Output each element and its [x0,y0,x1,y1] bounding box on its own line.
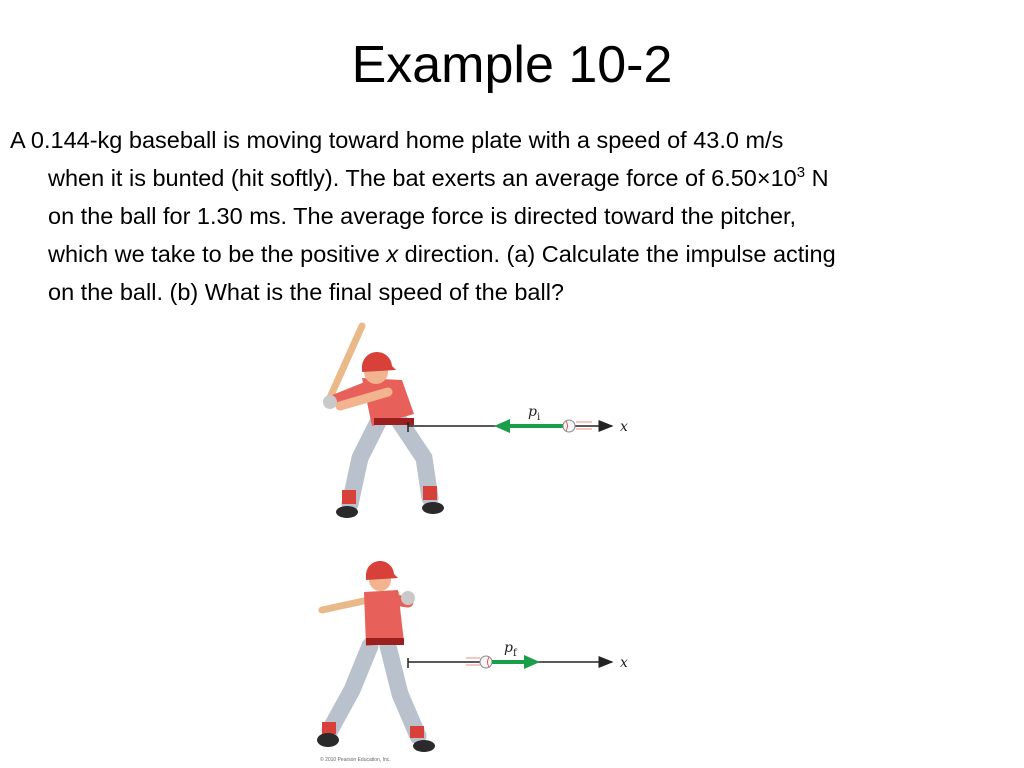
baseball-figure [300,318,660,768]
top-axis-label: x [620,419,628,435]
problem-line-5: on the ball. (b) What is the final speed of the ball? [48,279,565,305]
bottom-axis-label: x [620,655,628,671]
problem-line-2: when it is bunted (hit softly). The bat exerts an average force of $6.50\times 10^3$ N [48,164,829,191]
problem-line-1: A 0.144-kg baseball is moving toward home plate with a speed of 43.0 m/s [10,127,784,153]
final-momentum-label: p [504,640,513,656]
figure-illustration [300,318,660,768]
problem-line-4: which we take to be the positive x direction. (a) Calculate the impulse acting [48,241,836,267]
batter-followthrough-illustration [317,561,435,752]
problem-statement [10,121,1020,311]
final-momentum-arrow [492,640,540,669]
batter-stance-illustration [323,326,444,518]
final-momentum-subscript: f [513,648,517,659]
initial-momentum-arrow [494,404,568,433]
x-variable: x [386,241,399,267]
copyright-credit: © 2010 Pearson Education, Inc. [320,757,391,763]
problem-line-3: on the ball for 1.30 ms. The average force is directed toward the pitcher, [48,203,797,229]
initial-momentum-label: p [528,404,537,420]
exponent: 3 [796,164,806,181]
slide-title: Example 10-2 [351,36,673,94]
initial-momentum-subscript: i [537,412,541,423]
